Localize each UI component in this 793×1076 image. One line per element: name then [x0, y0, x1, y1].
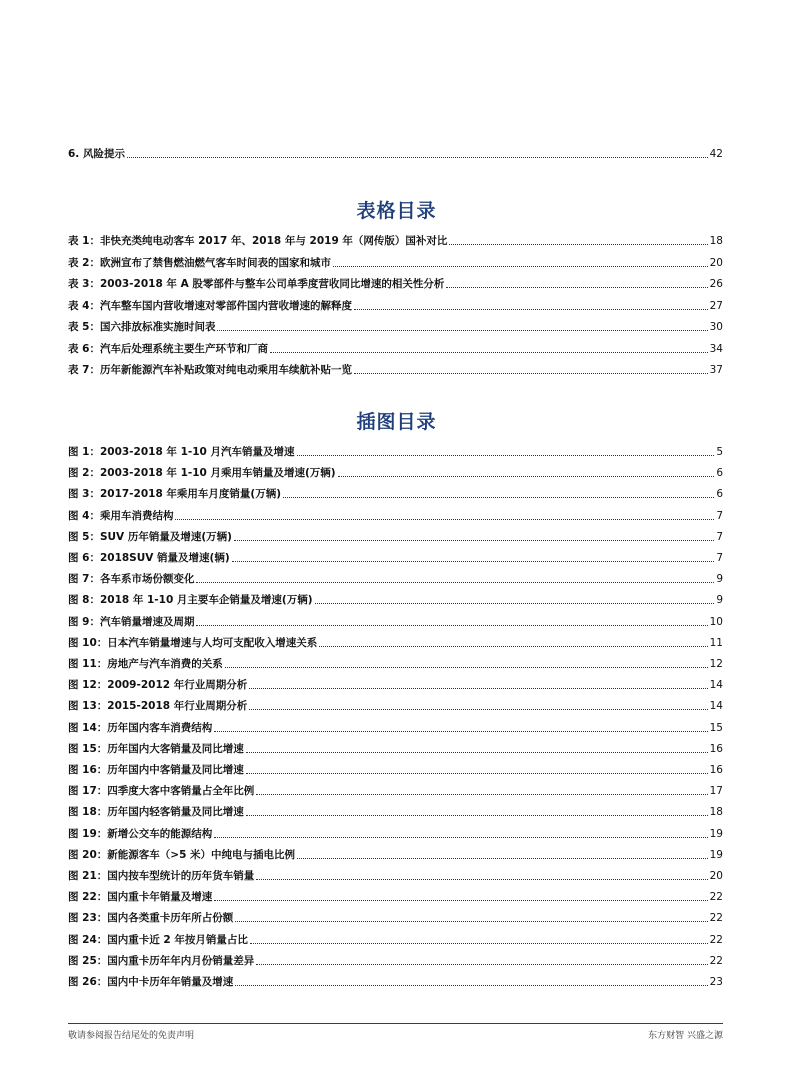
leader-dots	[232, 561, 715, 562]
toc-entry-label: 表 2：欧洲宣布了禁售燃油燃气客车时间表的国家和城市	[68, 256, 331, 269]
toc-entry-page: 22	[709, 933, 723, 946]
figure-entry-25[interactable]	[68, 952, 723, 968]
toc-entry-page: 20	[709, 870, 723, 882]
toc-entry-page: 19	[709, 848, 723, 861]
figures-section-title: 插图目录	[356, 411, 437, 433]
toc-entry-page: 42	[709, 148, 723, 160]
leader-dots	[196, 582, 714, 583]
toc-entry-page: 14	[709, 700, 723, 713]
figure-entry-19[interactable]	[68, 825, 723, 841]
toc-entry-label: 图 14：历年国内客车消费结构	[68, 721, 213, 734]
leader-dots	[246, 773, 708, 774]
toc-entry-label: 6. 风险提示	[68, 148, 125, 160]
toc-entry-page: 22	[709, 954, 723, 967]
toc-entry-label: 图 17：四季度大客中客销量占全年比例	[68, 785, 255, 798]
toc-entry-label: 图 12：2009-2012 年行业周期分析	[68, 679, 248, 692]
toc-entry-page: 16	[709, 764, 723, 776]
toc-entry-label: 图 11：房地产与汽车消费的关系	[68, 658, 223, 670]
toc-entry-label: 图 1：2003-2018 年 1-10 月汽车销量及增速	[68, 446, 295, 458]
figure-entry-13[interactable]	[68, 697, 723, 713]
leader-dots	[315, 603, 715, 604]
toc-entry-label: 图 6：2018SUV 销量及增速(辆)	[68, 552, 230, 564]
leader-dots	[249, 709, 707, 710]
toc-entry-page: 26	[709, 278, 723, 290]
toc-entry-label: 表 6：汽车后处理系统主要生产环节和厂商	[68, 342, 268, 355]
table-entry-2[interactable]	[68, 254, 723, 270]
toc-entry-label: 表 1：非快充类纯电动客车 2017 年、2018 年与 2019 年（网传版）国补对比	[68, 235, 448, 247]
toc-entry-page: 19	[709, 827, 723, 840]
leader-dots	[249, 688, 707, 689]
figure-entry-18[interactable]	[68, 803, 723, 819]
figure-entry-22[interactable]	[68, 888, 723, 904]
toc-entry-page: 17	[709, 785, 723, 798]
toc-entry-label: 图 24：国内重卡近 2 年按月销量占比	[68, 933, 248, 946]
toc-entry-page: 22	[709, 912, 723, 925]
toc-entry-page: 11	[709, 636, 723, 649]
leader-dots	[235, 921, 707, 922]
leader-dots	[246, 815, 708, 816]
figure-entry-12[interactable]	[68, 676, 723, 692]
figure-entry-21[interactable]	[68, 867, 723, 883]
leader-dots	[319, 646, 707, 647]
leader-dots	[270, 352, 708, 353]
footer-rule	[68, 1023, 723, 1024]
toc-entry-label: 图 21：国内按车型统计的历年货车销量	[68, 870, 255, 882]
leader-dots	[235, 985, 707, 986]
leader-dots	[449, 244, 707, 245]
leader-dots	[234, 540, 714, 541]
toc-entry-label: 图 8：2018 年 1-10 月主要车企销量及增速(万辆)	[68, 594, 313, 607]
table-entry-3[interactable]	[68, 275, 723, 291]
table-entry-4[interactable]	[68, 297, 723, 313]
leader-dots	[225, 667, 708, 668]
figure-entry-1[interactable]	[68, 443, 723, 459]
leader-dots	[446, 287, 707, 288]
leader-dots	[196, 625, 707, 626]
leader-dots	[297, 455, 715, 456]
toc-entry-label: 图 9：汽车销量增速及周期	[68, 615, 195, 628]
toc-entry-label: 表 4：汽车整车国内营收增速对零部件国内营收增速的解释度	[68, 299, 352, 312]
toc-entry-label: 图 3：2017-2018 年乘用车月度销量(万辆)	[68, 488, 282, 501]
leader-dots	[214, 837, 707, 838]
table-entry-6[interactable]	[68, 340, 723, 356]
leader-dots	[283, 497, 714, 498]
figure-entry-14[interactable]	[68, 719, 723, 735]
toc-entry-page: 10	[709, 615, 723, 628]
figure-entry-4[interactable]	[68, 507, 723, 523]
figure-entry-17[interactable]	[68, 782, 723, 798]
toc-entry-page: 6	[716, 467, 723, 480]
toc-entry-label: 图 26：国内中卡历年年销量及增速	[68, 976, 234, 988]
toc-entry-page: 20	[709, 256, 723, 269]
toc-entry-label: 图 16：历年国内中客销量及同比增速	[68, 764, 244, 776]
toc-entry-page: 16	[709, 742, 723, 755]
figure-entry-11[interactable]	[68, 655, 723, 671]
toc-entry-label: 图 23：国内各类重卡历年所占份额	[68, 912, 234, 925]
leader-dots	[256, 879, 707, 880]
footer-brand: 东方财智 兴盛之源	[648, 1031, 723, 1041]
toc-entry-label: 表 5：国六排放标准实施时间表	[68, 321, 216, 333]
figure-entry-20[interactable]	[68, 846, 723, 862]
toc-entry-page: 9	[716, 573, 723, 586]
toc-entry-page: 14	[709, 679, 723, 692]
leader-dots	[256, 964, 707, 965]
toc-entry-page: 27	[709, 299, 723, 312]
toc-entry-page: 7	[716, 509, 723, 522]
toc-entry-page: 34	[709, 342, 723, 355]
toc-entry-label: 表 3：2003-2018 年 A 股零部件与整车公司单季度营收同比增速的相关性分析	[68, 278, 445, 290]
leader-dots	[127, 157, 708, 158]
toc-entry-page: 18	[709, 806, 723, 819]
figure-entry-16[interactable]	[68, 761, 723, 777]
toc-entry-page: 12	[709, 658, 723, 670]
toc-entry-label: 图 7：各车系市场份额变化	[68, 573, 195, 586]
figure-entry-3[interactable]	[68, 485, 723, 501]
figure-entry-2[interactable]	[68, 464, 723, 480]
leader-dots	[297, 858, 708, 859]
figure-entry-6[interactable]	[68, 549, 723, 565]
leader-dots	[354, 309, 708, 310]
toc-entry-page: 30	[709, 321, 723, 333]
toc-entry-page: 22	[709, 891, 723, 904]
leader-dots	[333, 266, 708, 267]
toc-entry-label: 图 15：历年国内大客销量及同比增速	[68, 742, 244, 755]
toc-entry-page: 18	[709, 235, 723, 247]
toc-entry-page: 7	[716, 530, 723, 543]
toc-entry-risk[interactable]	[68, 145, 723, 161]
toc-entry-label: 图 5：SUV 历年销量及增速(万辆)	[68, 530, 232, 543]
figure-entry-9[interactable]	[68, 613, 723, 629]
leader-dots	[250, 943, 708, 944]
footer-disclaimer: 敬请参阅报告结尾处的免责声明	[68, 1031, 195, 1041]
leader-dots	[214, 900, 707, 901]
toc-entry-label: 图 13：2015-2018 年行业周期分析	[68, 700, 248, 713]
leader-dots	[214, 731, 707, 732]
toc-entry-page: 23	[709, 976, 723, 988]
toc-entry-label: 图 4：乘用车消费结构	[68, 509, 174, 522]
leader-dots	[175, 519, 714, 520]
leader-dots	[246, 752, 708, 753]
toc-entry-page: 7	[716, 552, 723, 564]
toc-entry-page: 5	[716, 446, 723, 458]
toc-entry-page: 37	[709, 364, 723, 376]
toc-entry-label: 图 2：2003-2018 年 1-10 月乘用车销量及增速(万辆)	[68, 467, 336, 480]
toc-entry-label: 图 19：新增公交车的能源结构	[68, 827, 213, 840]
toc-entry-page: 9	[716, 594, 723, 607]
toc-entry-label: 图 10：日本汽车销量增速与人均可支配收入增速关系	[68, 636, 318, 649]
figure-entry-10[interactable]	[68, 634, 723, 650]
figure-entry-7[interactable]	[68, 570, 723, 586]
toc-entry-label: 图 25：国内重卡历年年内月份销量差异	[68, 954, 255, 967]
table-entry-1[interactable]	[68, 232, 723, 248]
toc-entry-label: 图 20：新能源客车（>5 米）中纯电与插电比例	[68, 848, 296, 861]
table-entry-5[interactable]	[68, 318, 723, 334]
tables-section-title: 表格目录	[356, 200, 437, 222]
toc-entry-page: 6	[716, 488, 723, 501]
toc-entry-label: 图 18：历年国内轻客销量及同比增速	[68, 806, 244, 819]
leader-dots	[338, 476, 715, 477]
table-entry-7[interactable]	[68, 361, 723, 377]
toc-entry-label: 图 22：国内重卡年销量及增速	[68, 891, 213, 904]
toc-entry-page: 15	[709, 721, 723, 734]
figure-entry-23[interactable]	[68, 909, 723, 925]
leader-dots	[354, 373, 708, 374]
leader-dots	[256, 794, 707, 795]
figure-entry-15[interactable]	[68, 740, 723, 756]
leader-dots	[217, 330, 707, 331]
figure-entry-26[interactable]	[68, 973, 723, 989]
figure-entry-8[interactable]	[68, 591, 723, 607]
figure-entry-5[interactable]	[68, 528, 723, 544]
toc-entry-label: 表 7：历年新能源汽车补贴政策对纯电动乘用车续航补贴一览	[68, 364, 352, 376]
figure-entry-24[interactable]	[68, 931, 723, 947]
